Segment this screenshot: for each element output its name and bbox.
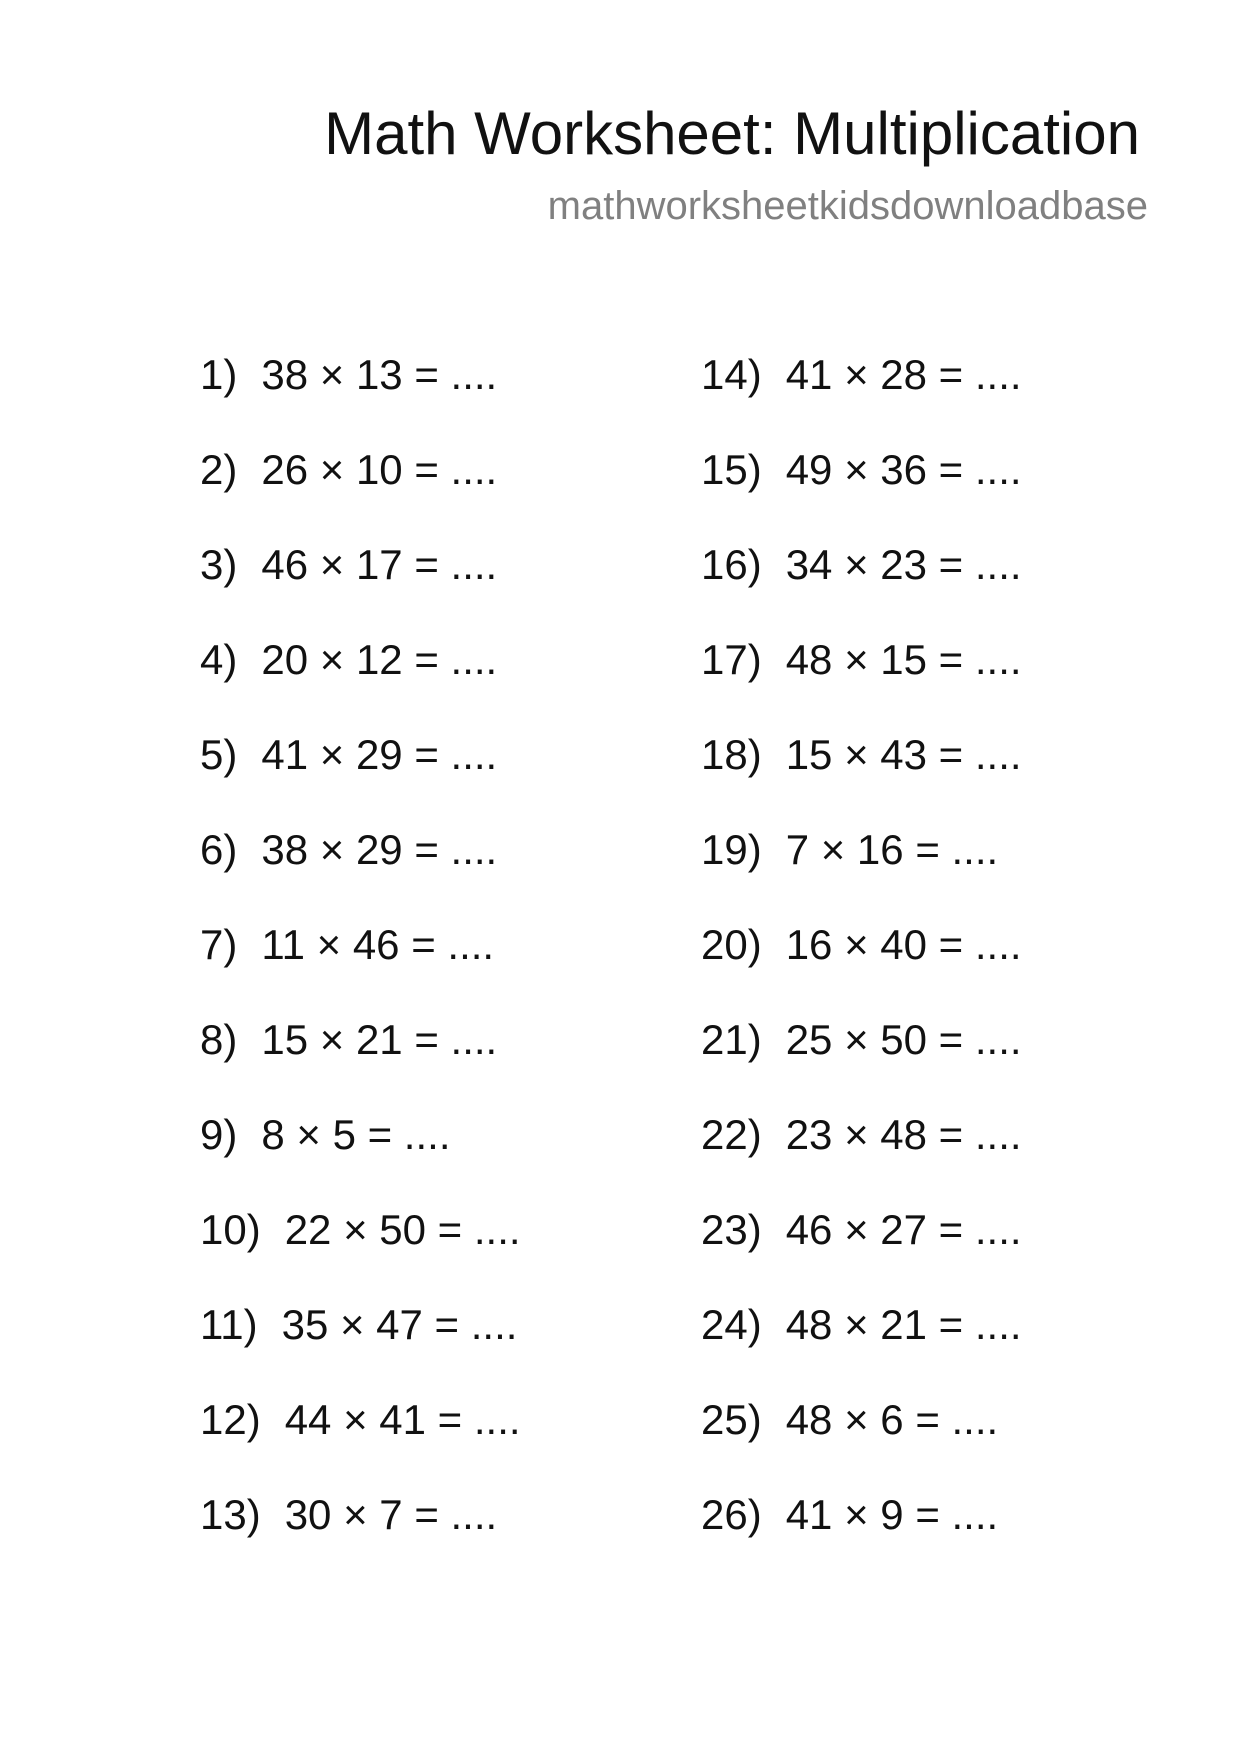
problem-number: 4) <box>200 636 238 683</box>
problem-item <box>701 350 1022 445</box>
problem-expression: 30 × 7 = .... <box>284 1491 498 1538</box>
problem-expression: 35 × 47 = .... <box>281 1301 518 1348</box>
problem-item <box>200 1490 521 1585</box>
problem-item <box>701 920 1022 1015</box>
problem-item <box>701 1110 1022 1205</box>
problem-item <box>200 730 521 825</box>
problem-expression: 46 × 27 = .... <box>785 1206 1022 1253</box>
problem-number: 17) <box>701 636 762 683</box>
problem-item <box>701 540 1022 635</box>
problem-number: 7) <box>200 921 238 968</box>
problem-item <box>701 1395 1022 1490</box>
problem-number: 10) <box>200 1206 261 1253</box>
problem-number: 16) <box>701 541 762 588</box>
problem-expression: 48 × 21 = .... <box>785 1301 1022 1348</box>
problem-item <box>200 1015 521 1110</box>
problem-number: 6) <box>200 826 238 873</box>
problem-expression: 25 × 50 = .... <box>785 1016 1022 1063</box>
problem-number: 21) <box>701 1016 762 1063</box>
problem-expression: 41 × 28 = .... <box>785 351 1022 398</box>
problem-expression: 15 × 43 = .... <box>785 731 1022 778</box>
problem-number: 22) <box>701 1111 762 1158</box>
problem-item <box>200 1395 521 1490</box>
problem-item <box>200 445 521 540</box>
problem-item <box>701 635 1022 730</box>
problem-item <box>200 350 521 445</box>
problem-expression: 41 × 29 = .... <box>261 731 498 778</box>
problem-number: 24) <box>701 1301 762 1348</box>
problem-number: 19) <box>701 826 762 873</box>
problem-number: 26) <box>701 1491 762 1538</box>
problem-expression: 26 × 10 = .... <box>261 446 498 493</box>
problem-number: 1) <box>200 351 238 398</box>
page-title: Math Worksheet: Multiplication <box>324 100 1140 167</box>
problem-item <box>701 730 1022 825</box>
problem-number: 15) <box>701 446 762 493</box>
problem-item <box>200 825 521 920</box>
problem-item <box>701 1205 1022 1300</box>
problem-expression: 23 × 48 = .... <box>785 1111 1022 1158</box>
problem-item <box>200 635 521 730</box>
problem-number: 13) <box>200 1491 261 1538</box>
problem-expression: 49 × 36 = .... <box>785 446 1022 493</box>
problem-item <box>200 920 521 1015</box>
problem-expression: 7 × 16 = .... <box>785 826 999 873</box>
problem-number: 20) <box>701 921 762 968</box>
problem-number: 11) <box>200 1301 258 1348</box>
problem-expression: 38 × 13 = .... <box>261 351 498 398</box>
problem-expression: 8 × 5 = .... <box>261 1111 451 1158</box>
problem-column-left <box>200 350 521 1585</box>
problem-expression: 20 × 12 = .... <box>261 636 498 683</box>
problem-number: 9) <box>200 1111 238 1158</box>
problem-item <box>200 540 521 635</box>
problem-number: 14) <box>701 351 762 398</box>
problem-expression: 15 × 21 = .... <box>261 1016 498 1063</box>
problem-expression: 16 × 40 = .... <box>785 921 1022 968</box>
problem-number: 2) <box>200 446 238 493</box>
problem-item <box>200 1110 521 1205</box>
problem-item <box>701 1490 1022 1585</box>
problem-number: 23) <box>701 1206 762 1253</box>
problem-item <box>701 1300 1022 1395</box>
problem-item <box>200 1205 521 1300</box>
problem-item <box>701 445 1022 540</box>
problem-item <box>701 825 1022 920</box>
problem-expression: 22 × 50 = .... <box>284 1206 521 1253</box>
problem-number: 8) <box>200 1016 238 1063</box>
problem-expression: 48 × 15 = .... <box>785 636 1022 683</box>
page-subtitle: mathworksheetkidsdownloadbase <box>547 184 1148 228</box>
problem-expression: 34 × 23 = .... <box>785 541 1022 588</box>
problem-expression: 48 × 6 = .... <box>785 1396 999 1443</box>
problem-number: 18) <box>701 731 762 778</box>
problem-expression: 38 × 29 = .... <box>261 826 498 873</box>
problem-number: 3) <box>200 541 238 588</box>
problem-column-right <box>701 350 1022 1585</box>
problem-expression: 11 × 46 = .... <box>261 921 495 968</box>
problem-number: 5) <box>200 731 238 778</box>
problem-number: 25) <box>701 1396 762 1443</box>
problem-expression: 41 × 9 = .... <box>785 1491 999 1538</box>
problem-item <box>200 1300 521 1395</box>
problem-expression: 44 × 41 = .... <box>284 1396 521 1443</box>
problem-expression: 46 × 17 = .... <box>261 541 498 588</box>
problem-item <box>701 1015 1022 1110</box>
problem-number: 12) <box>200 1396 261 1443</box>
